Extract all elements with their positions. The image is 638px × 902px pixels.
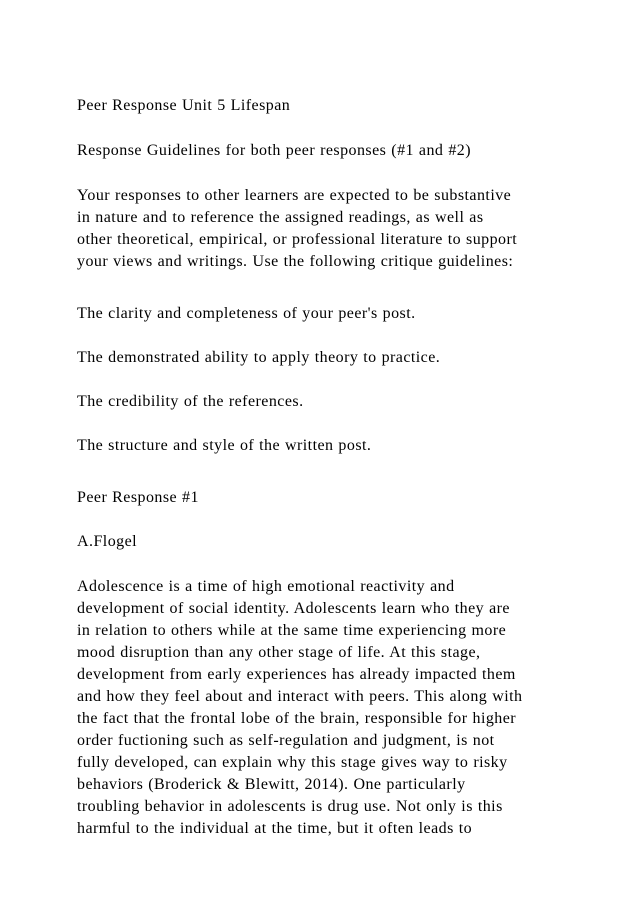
intro-line: Your responses to other learners are expected to be substantive <box>77 187 512 204</box>
intro-line: other theoretical, empirical, or professional literature to support <box>77 231 518 248</box>
author-name: A.Flogel <box>77 533 138 550</box>
body-line: mood disruption than any other stage of life. At this stage, <box>77 644 481 661</box>
peer-response-heading: Peer Response #1 <box>77 489 199 506</box>
criterion-item: The clarity and completeness of your peer's post. <box>77 305 416 322</box>
intro-line: in nature and to reference the assigned readings, as well as <box>77 209 484 226</box>
body-line: harmful to the individual at the time, but it often leads to <box>77 820 473 837</box>
body-line: Adolescence is a time of high emotional reactivity and <box>77 578 455 595</box>
body-line: order fuctioning such as self-regulation and judgment, is not <box>77 732 495 749</box>
body-line: development from early experiences has already impacted them <box>77 666 516 683</box>
body-line: the fact that the frontal lobe of the brain, responsible for higher <box>77 710 517 727</box>
body-line: behaviors (Broderick & Blewitt, 2014). One particularly <box>77 776 466 793</box>
body-line: development of social identity. Adolescents learn who they are <box>77 600 510 617</box>
intro-line: your views and writings. Use the following critique guidelines: <box>77 253 514 270</box>
document-title: Peer Response Unit 5 Lifespan <box>77 97 291 114</box>
body-line: in relation to others while at the same time experiencing more <box>77 622 507 639</box>
guidelines-heading: Response Guidelines for both peer responses (#1 and #2) <box>77 142 471 159</box>
criterion-item: The credibility of the references. <box>77 393 304 410</box>
body-line: troubling behavior in adolescents is drug use. Not only is this <box>77 798 503 815</box>
body-line: fully developed, can explain why this stage gives way to risky <box>77 754 508 771</box>
body-line: and how they feel about and interact with peers. This along with <box>77 688 523 705</box>
criterion-item: The structure and style of the written post. <box>77 437 372 454</box>
criterion-item: The demonstrated ability to apply theory to practice. <box>77 349 441 366</box>
